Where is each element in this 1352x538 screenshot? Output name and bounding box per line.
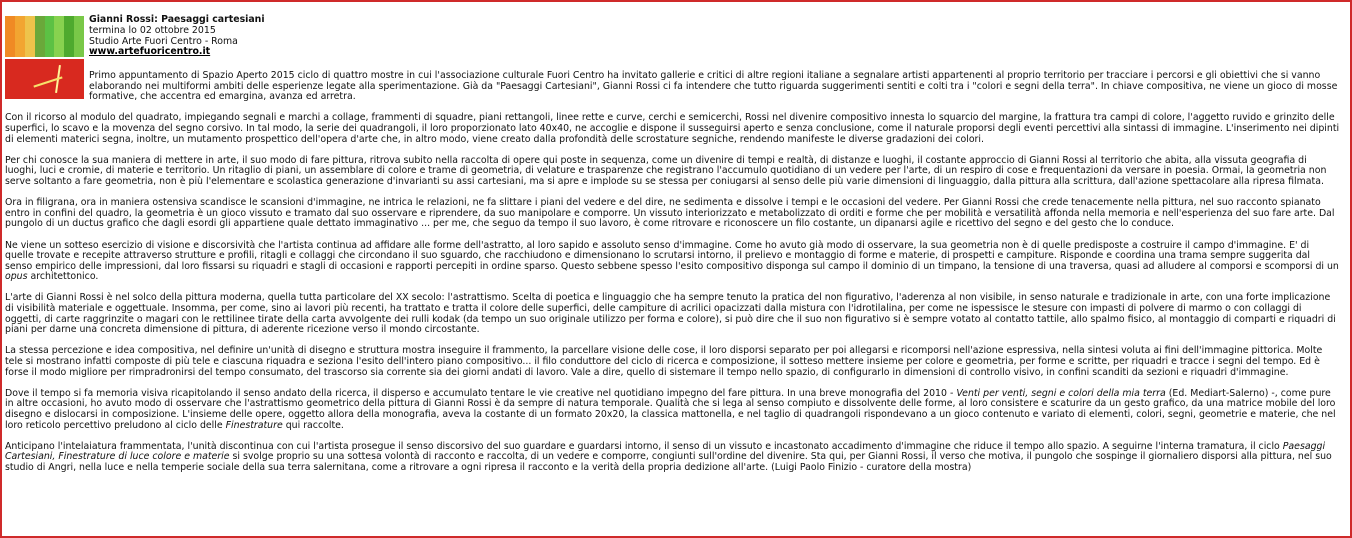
exhibition-end-date: termina lo 02 ottobre 2015	[89, 24, 216, 36]
thumbnail-color-band	[45, 16, 55, 57]
thumbnail-color-band	[74, 16, 84, 57]
artwork-thumbnail-1[interactable]	[5, 16, 84, 57]
italic-title: Paesaggi Cartesiani, Finestrature di luce colore e materie	[5, 440, 1326, 463]
italic-title: opus	[5, 271, 28, 283]
paragraph-text: architettonico.	[27, 271, 99, 283]
article-paragraph	[89, 71, 1340, 103]
paragraph-text: L'arte di Gianni Rossi è nel solco della pittura moderna, quella tutta particolare del XX secolo: l'astrattismo. Scelta di poetica e linguaggio che ha sempre tenuto la pratica del non figurativo, l'aderenza al non visibile, in senso naturale e tradizionale in arte, con una forte implicazione di visibilità materiale e oggettuale. Insomma, per come, sino ai lavori più recenti, ha trattato e tratta il colore delle superfici, delle campiture di acrilici opacizzati dalla mistura con l'idrotilalina, per come ne ispessisce le stesure con impasti di polvere di marmo o con collaggi di oggetti, di carte raggrinzite o magari con le rettilinee tirate della carta avvolgente dei rulli kodak (da tempo un suo originale utilizzo per forma e colore), si può dire che il suo non figurativo si è sempre votato al contatto tattile, allo spalmo fisico, al montaggio di comparti e riquadri di piani per darne una concreta dimensione di pittura, di aderente ricezione verso il mondo circostante.	[5, 292, 1336, 336]
article-paragraph	[5, 346, 1340, 378]
italic-title: Finestrature	[225, 419, 283, 431]
thumbnail-color-band	[5, 16, 15, 57]
exhibition-title: Gianni Rossi: Paesaggi cartesiani	[89, 14, 265, 25]
paragraph-text: (Ed. Mediart-Salerno) -, come pure in altre occasioni, ho avuto modo di osservare che l'astrattismo geometrico della pittura di Gianni Rossi è da sempre di natura temporale. Qualità che si lega al senso compiuto e dissolvente delle forme, al loro consistere e scaturire da un gesto grafico, da una matrice mobile del loro disegno e dislocarsi in composizione. L'insieme delle opere, oggetto allora della monografia, aveva la costante di un formato 20x20, la classica mattonella, e nel taglio di quadrangoli rispondevano a un gioco contenuto e variato di elementi, colori, segni, geometrie e materie, che nel loro reticolo percettivo preludono al ciclo delle	[5, 387, 1336, 431]
article-paragraph	[5, 113, 1340, 145]
paragraph-text: Primo appuntamento di Spazio Aperto 2015 ciclo di quattro mostre in cui l'associazione culturale Fuori Centro ha invitato gallerie e critici di altre regioni italiane a segnalare artisti appartenenti al proprio territorio per tracciare i percorsi e gli obiettivi che si vanno elaborando nei multiformi ambiti delle esperienze legate alla sperimentazione. Già da "Paesaggi Cartesiani", Gianni Rossi ci fa intendere che tutto riguarda suggerimenti sentiti e colti tra i "colori e segni della terra". In chiave compositiva, ne viene un gioco di mosse formative, che accentra ed emargina, avanza ed arretra.	[89, 70, 1338, 103]
paragraph-text: Ne viene un sotteso esercizio di visione e discorsività che l'artista continua ad affidare alle forme dell'astratto, al loro sapido e assoluto senso d'immagine. Come ho avuto già modo di osservare, la sua geometria non è di quelle predisposte a costruire il campo d'immagine. E' di quelle trovate e recepite attraverso strutture e profili, ritagli e collaggi che circondano il suo sguardo, che racchiudono e dimensionano lo scrutarsi intorno, il prelievo e montaggio di forme e materie, di prospetti e campiture. Risponde e coordina una trama sempre suggerita dal senso empirico delle impressioni, dal loro fissarsi su riquadri e stagli di occasioni e rapporti percepiti in ordine sparso. Questo sebbene spesso l'esito compositivo disponga sul campo il dominio di un timpano, la tensione di una traversa, quasi ad alludere al comporsi e scomporsi di un	[5, 239, 1339, 272]
article-paragraph	[5, 442, 1340, 474]
exhibition-header	[89, 15, 265, 58]
paragraph-text: Per chi conosce la sua maniera di mettere in arte, il suo modo di fare pittura, ritrova subito nella raccolta di opere qui poste in sequenza, come un divenire di tempi e realtà, di distanze e luoghi, il costante approccio di Gianni Rossi al territorio che abita, alla vissuta geografia di luoghi, luci e cromie, di materie e territorio. Un ritaglio di piani, un assemblare di colore e trame di geometria, di velature e trasparenze che registrano l'accumulo quotidiano di un vedere per l'arte, di un respiro di cose e frequentazioni da versare in poesia. Ormai, la geometria non serve soltanto a fare geometria, non è più l'elementare e scolastica generazione d'invarianti su assi cartesiani, ma si apre e implode su se stessa per coniugarsi al senso delle più varie dimensioni di linguaggio, dalla pittura alla scrittura, dall'azione spettacolare alla ripresa filmata.	[5, 154, 1327, 187]
thumbnail-color-band	[54, 16, 64, 57]
paragraph-text: qui raccolte.	[282, 419, 344, 431]
article-paragraph	[5, 389, 1340, 431]
article-paragraph	[5, 198, 1340, 230]
exhibition-venue: Studio Arte Fuori Centro - Roma	[89, 35, 238, 47]
paragraph-text: si svolge proprio su una sottesa volontà di racconto e raccolta, di un vedere e comporre, congiunti sull'ordine del divenire. Sta qui, per Gianni Rossi, il verso che motiva, il pungolo che sospinge il giornaliero disporsi alla pittura, nel suo studio di Angri, nella luce e nella temperie sociale della sua terra salernitana, come a ritrovare a ogni ripresa il racconto e la verità della propria dedizione all'arte. (Luigi Paolo Finizio - curatore della mostra)	[5, 451, 1332, 473]
thumbnail-color-band	[35, 16, 45, 57]
paragraph-text: La stessa percezione e idea compositiva, nel definire un'unità di disegno e struttura mostra inseguire il frammento, la parcellare visione delle cose, il loro disporsi separato per poi allegarsi e ricomporsi nell'azione espressiva, nella sintesi voluta ai fini dell'immagine pittorica. Molte tele si mostrano infatti composte di più tele e ciascuna riquadra e seziona l'esito dell'intero piano compositivo... il filo conduttore del ciclo di ricerca e composizione, il sotteso mettere insieme per colore e geometria, per forme e scritte, per riquadri e tracce i segni del tempo. Ed è forse il modo migliore per rimpradronirsi del tempo consumato, del trascorso sia corrente sia dei giorni andati di lavoro. Vale a dire, quello di sistemare il tempo nello spazio, di configurarlo in dimensioni di controllo visivo, in confini scanditi da sezioni e riquadri d'immagine.	[5, 345, 1323, 378]
paragraph-text: Anticipano l'intelaiatura frammentata, l'unità discontinua con cui l'artista prosegue il senso discorsivo del suo guardare e guardarsi intorno, il senso di un vissuto e incastonato accadimento d'immagine che riduce il tempo allo spazio. A seguirne l'interna tramatura, il ciclo	[5, 440, 1283, 452]
paragraph-text: Dove il tempo si fa memoria visiva ricapitolando il senso andato della ricerca, il disperso e accumulato tentare le vie creative nel quotidiano impegno del fare pittura. In una breve monografia del 2010 -	[5, 387, 957, 399]
article-paragraph	[5, 293, 1340, 335]
article-body	[5, 71, 1340, 484]
thumbnail-color-band	[25, 16, 35, 57]
italic-title: Venti per venti, segni e colori della mia terra	[956, 387, 1166, 399]
website-link[interactable]: www.artefuoricentro.it	[89, 46, 211, 58]
article-paragraph	[5, 241, 1340, 283]
paragraph-text: Ora in filigrana, ora in maniera ostensiva scandisce le scansioni d'immagine, ne intrica le relazioni, ne fa slittare i piani del vedere e del dire, ne sedimenta e dissolve i tempi e le occasioni del vedere. Per Gianni Rossi che crede tenacemente nella pittura, nel suo racconto spianato entro in confini del quadro, la geometria è un gioco vissuto e tramato dal suo osservare e riprendere, da suo manipolare e comporre. Un vissuto interiorizzato e metabolizzato di orditi e forme che per mobilità e versatilità affonda nella memoria e nell'esperienza del suo fare arte. Dal pungolo di un ductus grafico che dagli esordi gli appartiene quale dettato immaginativo ... per me, che seguo da tempo il suo lavoro, è come ritrovare e riconoscere un filo costante, un dipanarsi agile e ricettivo del segno e del gesto che lo conduce.	[5, 197, 1335, 230]
article-paragraph	[5, 156, 1340, 188]
paragraph-text: Con il ricorso al modulo del quadrato, impiegando segnali e marchi a collage, frammenti di squadre, piani rettangoli, linee rette e curve, cerchi e semicerchi, Rossi nel divenire compositivo innesta lo squarcio del margine, la frattura tra campi di colore, l'aggetto ruvido e grinzito delle superfici, lo scavo e la movenza del segno corsivo. In tal modo, la serie dei quadrangoli, il loro proporzionato lato 40x40, ne accoglie e dispone il susseguirsi aperto e senza conclusione, come il naturale proporsi degli eventi percettivi alla sintassi di immagine. L'inserimento nei dipinti di elementi materici segna, inoltre, un mutamento prospettico dell'opera d'arte che, in altro modo, viene creato dalla profondità delle scrostature segniche, rendendo manifeste le diverse gradazioni dei colori.	[5, 112, 1340, 145]
thumbnail-color-band	[64, 16, 74, 57]
thumbnail-color-band	[15, 16, 25, 57]
